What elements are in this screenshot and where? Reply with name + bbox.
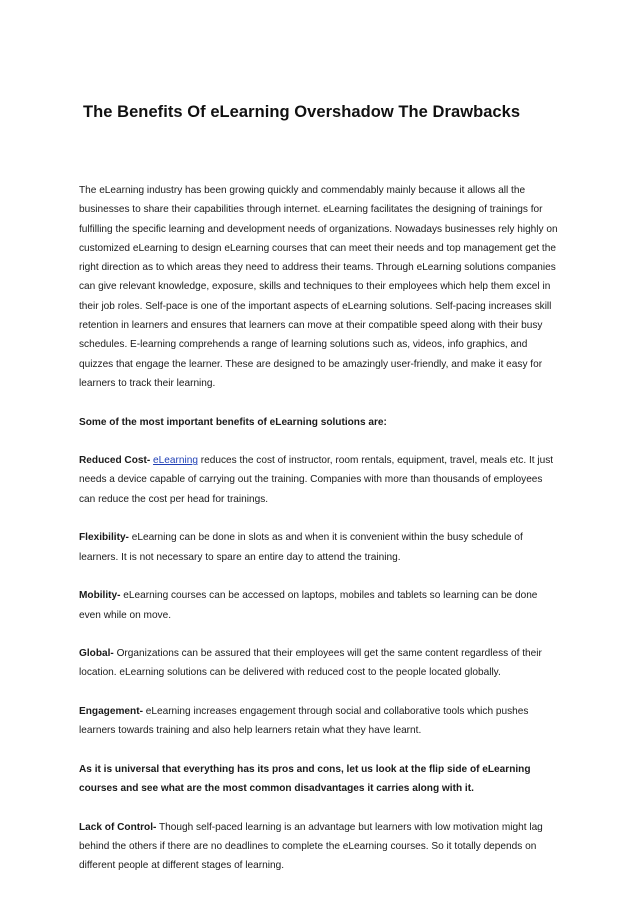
page-title: The Benefits Of eLearning Overshadow The Drawbacks [83, 103, 521, 121]
global-label: Global- [79, 648, 114, 660]
lack-of-control-label: Lack of Control- [79, 821, 157, 833]
global-paragraph [79, 644, 561, 683]
lack-of-control-paragraph [79, 818, 561, 876]
intro-paragraph: The eLearning industry has been growing quickly and commendably mainly because it allows all the businesses to share their capabilities through internet. eLearning facilitates the designing of trainings for fulfilling the specific learning and development needs of organizations. Nowadays businesses rely highly on customized eLearning to design eLearning courses that can meet their needs and top management get the right direction as to which areas they need to address their teams. Through eLearning solutions companies can give relevant knowledge, exposure, skills and techniques to their employees which help them excel in their job roles. Self-pace is one of the important aspects of eLearning solutions. Self-pacing increases skill retention in learners and ensures that learners can move at their compatible speed along with their busy schedules. E-learning comprehends a range of learning solutions such as, videos, info graphics, and quizzes that engage the learner. These are designed to be amazingly user-friendly, and make it easy for learners to track their learning. [79, 185, 558, 389]
document-body [79, 181, 561, 876]
flexibility-text: eLearning can be done in slots as and when it is convenient within the busy schedule of learners. It is not necessary to spare an entire day to attend the training. [79, 532, 523, 563]
reduced-cost-paragraph [79, 451, 561, 509]
flexibility-label: Flexibility- [79, 532, 129, 544]
mobility-label: Mobility- [79, 590, 121, 602]
engagement-text: eLearning increases engagement through social and collaborative tools which pushes learners towards training and also help learners retain what they have learnt. [79, 706, 529, 737]
reduced-cost-label: Reduced Cost- [79, 455, 151, 467]
mobility-text: eLearning courses can be accessed on laptops, mobiles and tablets so learning can be done even while on move. [79, 590, 538, 621]
reduced-cost-text: reduces the cost of instructor, room rentals, equipment, travel, meals etc. It just needs a device capable of carrying out the training. Companies with more than thousands of employees can reduce the cost per head for trainings. [79, 455, 554, 505]
engagement-label: Engagement- [79, 706, 143, 718]
drawbacks-heading: As it is universal that everything has its pros and cons, let us look at the flip side of eLearning courses and see what are the most common disadvantages it carries along with it. [79, 763, 531, 795]
lack-of-control-text: Though self-paced learning is an advantage but learners with low motivation might lag behind the others if there are no deadlines to complete the eLearning courses. So it totally depends on different people at different stages of learning. [79, 821, 543, 872]
global-text: Organizations can be assured that their employees will get the same content regardless of their location. eLearning solutions can be delivered with reduced cost to the people located globally. [79, 648, 542, 679]
mobility-paragraph [79, 586, 561, 625]
elearning-link[interactable]: eLearning [153, 455, 198, 467]
benefits-heading: Some of the most important benefits of eLearning solutions are: [79, 416, 387, 428]
engagement-paragraph [79, 702, 561, 741]
flexibility-paragraph [79, 528, 561, 567]
